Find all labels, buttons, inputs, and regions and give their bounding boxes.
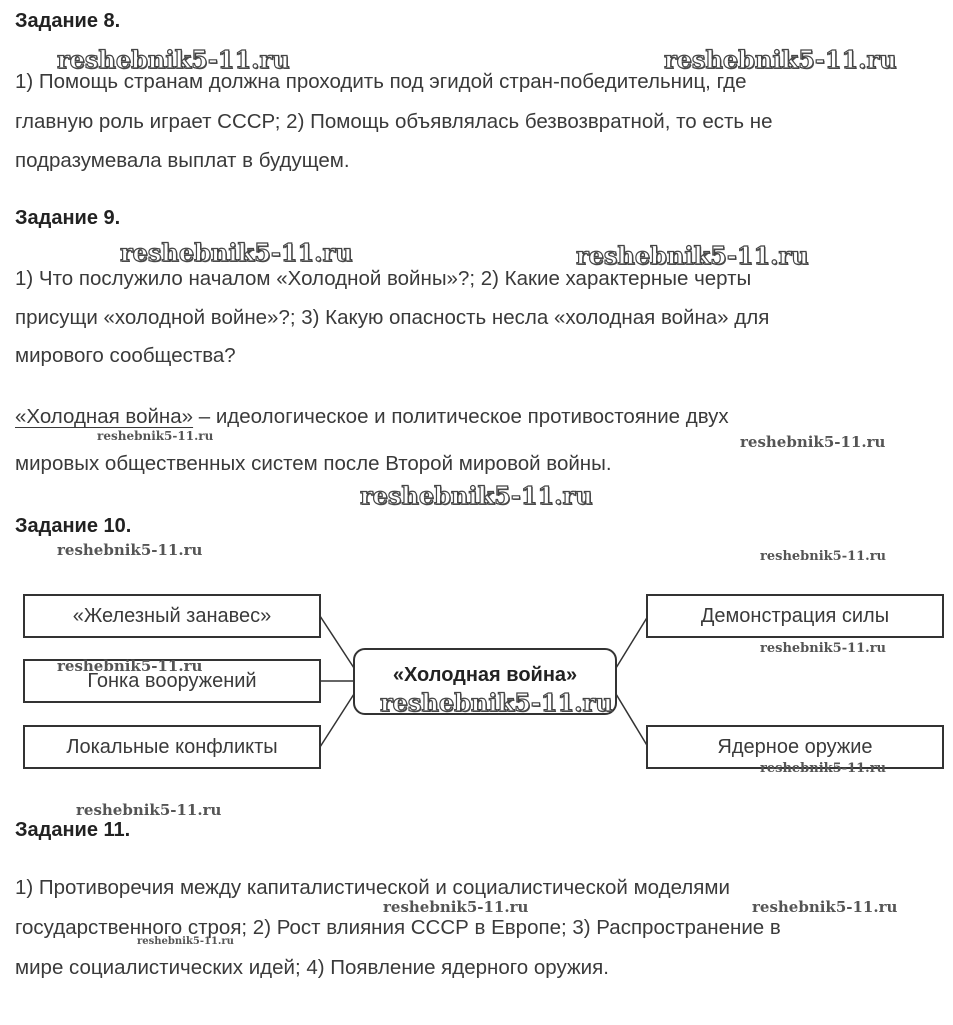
watermark: reshebnik5-11.ru (57, 45, 290, 74)
watermark: reshebnik5-11.ru (137, 936, 234, 947)
task8-line-3: подразумевала выплат в будущем. (15, 149, 350, 172)
watermark: reshebnik5-11.ru (760, 549, 887, 564)
definition-term: «Холодная война» (15, 405, 194, 428)
connector-right-2 (616, 694, 648, 747)
task9-line-2: присущи «холодной войне»?; 3) Какую опасность несла «холодная война» для (15, 306, 770, 329)
task10-heading: Задание 10. (15, 515, 132, 537)
task8-line-1: 1) Помощь странам должна проходить под эгидой стран-победительниц, где (15, 70, 747, 93)
watermark: reshebnik5-11.ru (97, 429, 214, 443)
left-box-arms-race: Гонка вооружений (23, 659, 321, 703)
definition-line-2: мировых общественных систем после Второй мировой войны. (15, 452, 612, 475)
task11-line-3: мире социалистических идей; 4) Появление ядерного оружия. (15, 956, 609, 979)
watermark: reshebnik5-11.ru (576, 241, 809, 270)
watermark: reshebnik5-11.ru (752, 898, 898, 916)
task9-line-3: мирового сообщества? (15, 344, 236, 367)
right-box-nuclear-weapons: Ядерное оружие (646, 725, 944, 769)
left-box-iron-curtain: «Железный занавес» (23, 594, 321, 638)
watermark: reshebnik5-11.ru (360, 481, 593, 510)
definition-rest: – идеологическое и политическое противостояние двух (193, 405, 729, 428)
watermark: reshebnik5-11.ru (120, 238, 353, 267)
watermark: reshebnik5-11.ru (57, 657, 203, 675)
watermark: reshebnik5-11.ru (383, 898, 529, 916)
connector-left-3 (320, 694, 354, 747)
connector-left-1 (320, 616, 354, 668)
center-box-cold-war: «Холодная война» (353, 648, 617, 715)
watermark: reshebnik5-11.ru (57, 541, 203, 559)
watermark: reshebnik5-11.ru (760, 641, 887, 656)
right-box-show-of-force: Демонстрация силы (646, 594, 944, 638)
left-box-local-conflicts: Локальные конфликты (23, 725, 321, 769)
watermark: reshebnik5-11.ru (664, 45, 897, 74)
connector-right-1 (616, 616, 648, 668)
task8-heading: Задание 8. (15, 10, 121, 32)
watermark: reshebnik5-11.ru (740, 433, 886, 451)
watermark: reshebnik5-11.ru (760, 761, 887, 776)
watermark: reshebnik5-11.ru (380, 688, 613, 717)
task9-line-1: 1) Что послужило началом «Холодной войны»?; 2) Какие характерные черты (15, 267, 752, 290)
task11-line-1: 1) Противоречия между капиталистической и социалистической моделями (15, 876, 730, 899)
task8-line-2: главную роль играет СССР; 2) Помощь объявлялась безвозвратной, то есть не (15, 110, 773, 133)
watermark: reshebnik5-11.ru (76, 801, 222, 819)
task11-line-2: государственного строя; 2) Рост влияния СССР в Европе; 3) Распространение в (15, 916, 781, 939)
task9-heading: Задание 9. (15, 207, 121, 229)
task11-heading: Задание 11. (15, 819, 131, 841)
